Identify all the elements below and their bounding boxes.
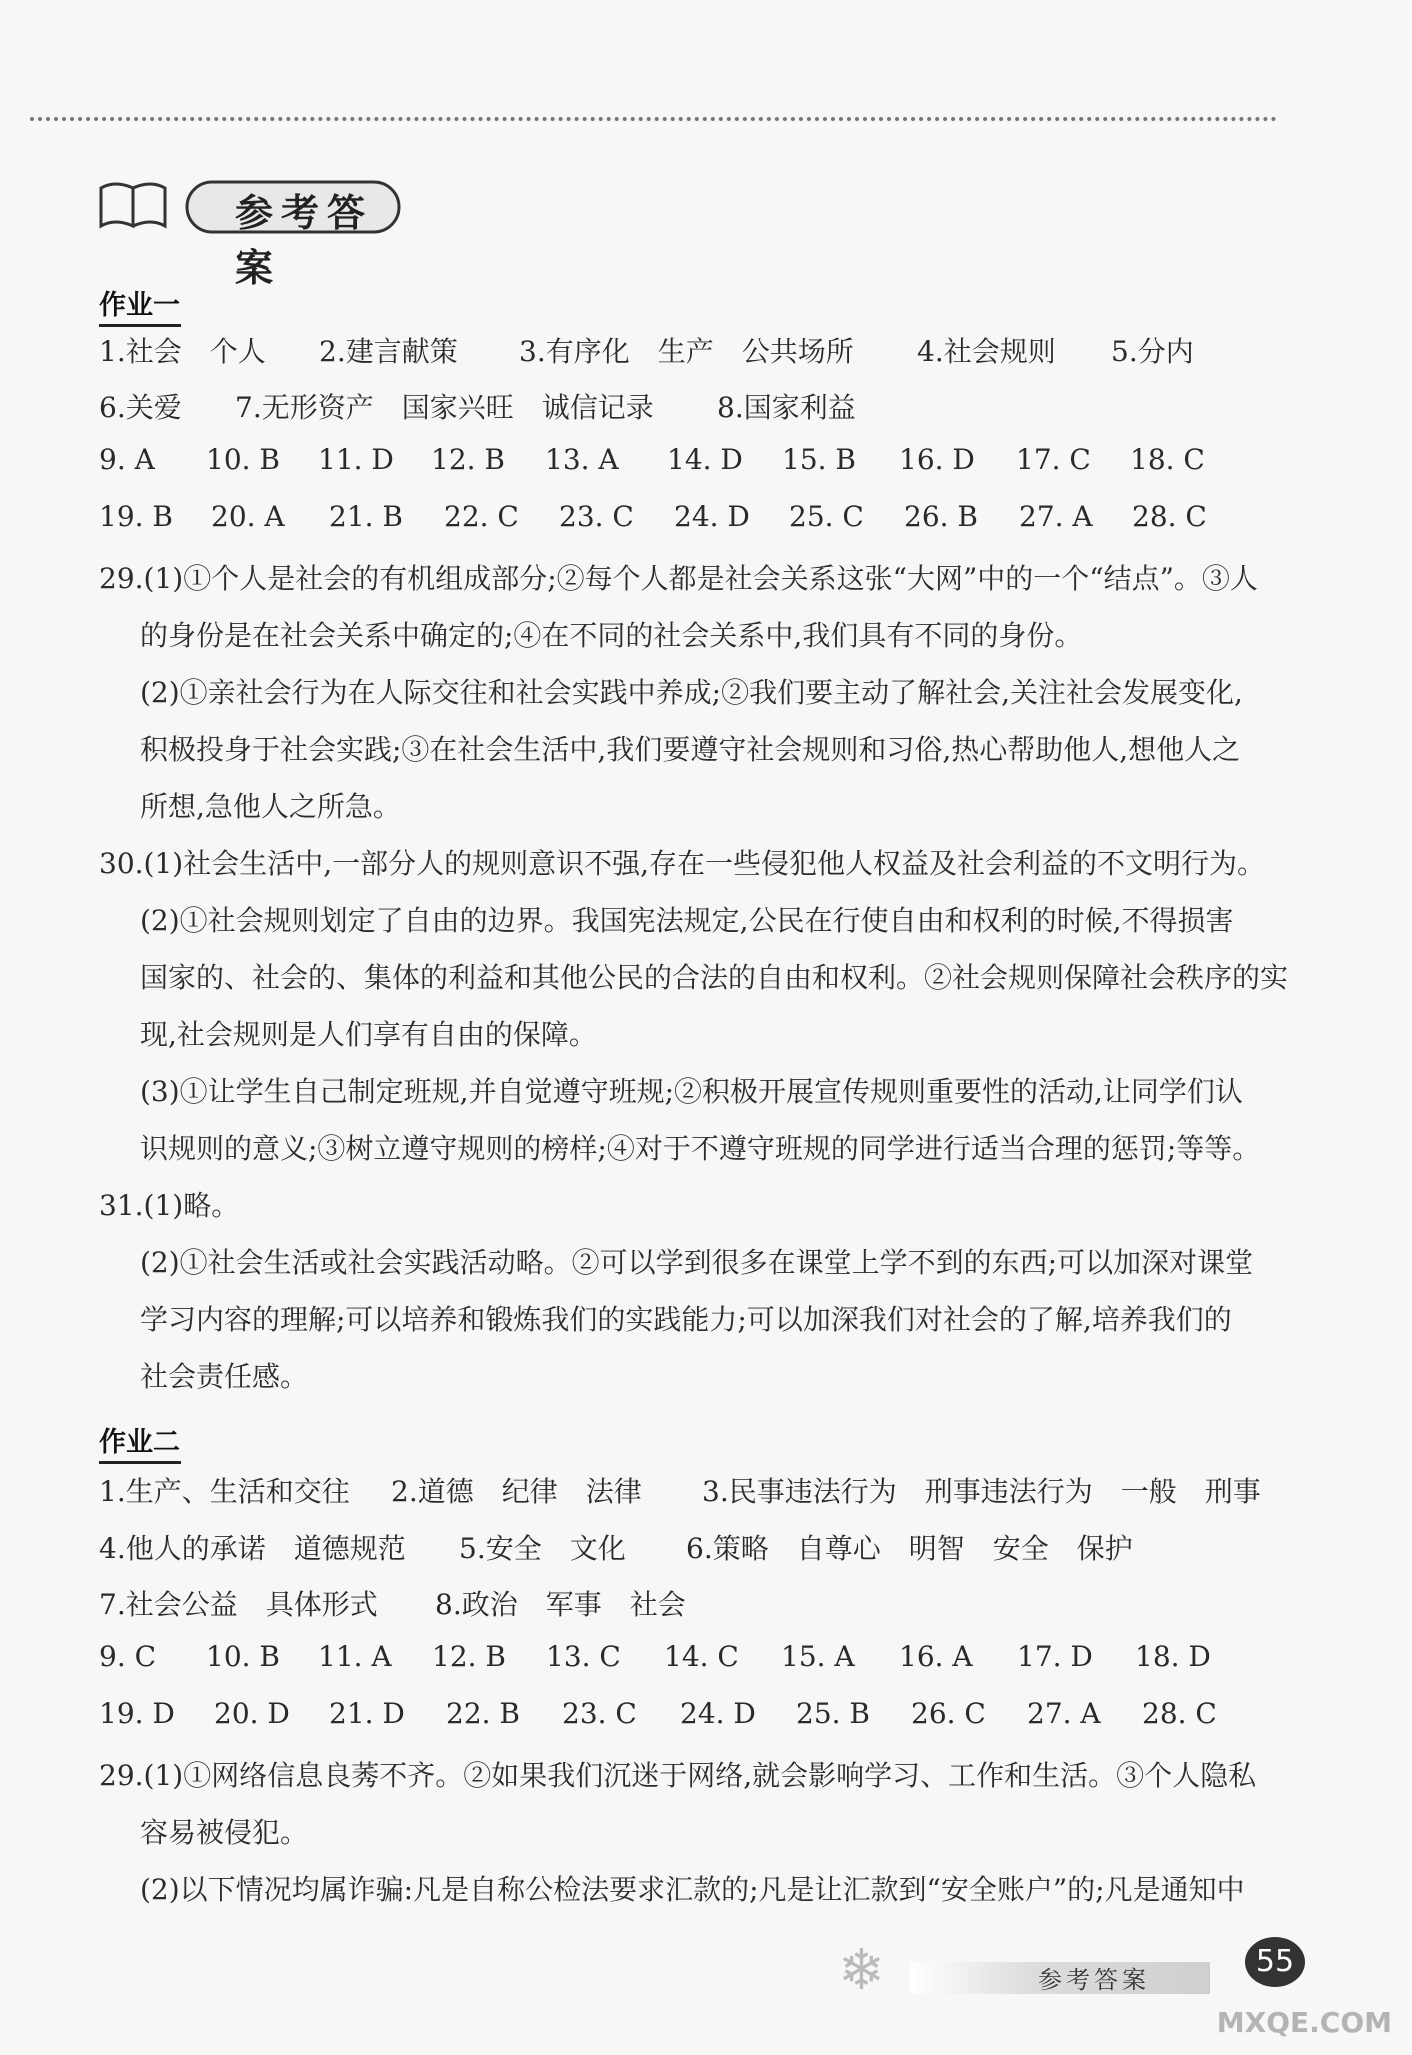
choice-answer: 22. B <box>446 1697 521 1730</box>
choice-answer: 20. D <box>214 1697 290 1730</box>
page-footer <box>840 1948 1280 2000</box>
choice-answer: 26. C <box>911 1697 986 1730</box>
choice-answer: 9. A <box>99 443 155 476</box>
snowflake-icon: ❄ <box>838 1938 885 2003</box>
choice-answer: 19. D <box>99 1697 175 1730</box>
fill-answer: 6.关爱 <box>99 391 182 424</box>
choice-answer: 21. D <box>329 1697 405 1730</box>
choice-answer: 22. C <box>444 500 519 533</box>
fill-answer: 7.无形资产 国家兴旺 诚信记录 <box>235 391 654 424</box>
answer-text-line: (2)以下情况均属诈骗:凡是自称公检法要求汇款的;凡是让汇款到“安全账户”的;凡是通知中 <box>140 1873 1245 1906</box>
choice-answer: 16. D <box>899 443 975 476</box>
choice-answer: 19. B <box>99 500 174 533</box>
answer-text-line: 容易被侵犯。 <box>140 1816 309 1849</box>
choice-answer: 27. A <box>1019 500 1093 533</box>
choice-answer: 21. B <box>329 500 404 533</box>
answer-text-line: 学习内容的理解;可以培养和锻炼我们的实践能力;可以加深我们对社会的了解,培养我们的 <box>140 1303 1232 1336</box>
choice-answer: 26. B <box>904 500 979 533</box>
choice-answer: 25. C <box>789 500 864 533</box>
answer-text-line: (2)①亲社会行为在人际交往和社会实践中养成;②我们要主动了解社会,关注社会发展变化, <box>140 676 1243 709</box>
answer-text-line: 社会责任感。 <box>140 1360 309 1393</box>
fill-answer: 8.政治 军事 社会 <box>435 1588 686 1621</box>
answer-text-line: 29.(1)①网络信息良莠不齐。②如果我们沉迷于网络,就会影响学习、工作和生活。③个人隐私 <box>99 1759 1257 1792</box>
choice-answer: 15. A <box>781 1640 855 1673</box>
fill-answer: 2.建言献策 <box>319 335 458 368</box>
answer-banner <box>95 176 405 290</box>
top-dotted-divider <box>30 117 1277 121</box>
choice-answer: 27. A <box>1027 1697 1101 1730</box>
choice-answer: 15. B <box>782 443 857 476</box>
choice-answer: 13. A <box>545 443 619 476</box>
choice-answer: 13. C <box>546 1640 621 1673</box>
fill-answer: 5.分内 <box>1111 335 1194 368</box>
choice-answer: 25. B <box>796 1697 871 1730</box>
choice-answer: 17. C <box>1016 443 1091 476</box>
choice-answer: 23. C <box>562 1697 637 1730</box>
choice-answer: 16. A <box>899 1640 973 1673</box>
fill-answer: 5.安全 文化 <box>459 1532 626 1565</box>
answer-text-line: (3)①让学生自己制定班规,并自觉遵守班规;②积极开展宣传规则重要性的活动,让同学们认 <box>140 1075 1243 1108</box>
choice-answer: 28. C <box>1142 1697 1217 1730</box>
answer-text-line: 30.(1)社会生活中,一部分人的规则意识不强,存在一些侵犯他人权益及社会利益的不文明行为。 <box>99 847 1265 880</box>
fill-answer: 4.社会规则 <box>917 335 1056 368</box>
answer-text-line: 积极投身于社会实践;③在社会生活中,我们要遵守社会规则和习俗,热心帮助他人,想他人之 <box>140 733 1241 766</box>
choice-answer: 28. C <box>1132 500 1207 533</box>
fill-answer: 6.策略 自尊心 明智 安全 保护 <box>686 1532 1133 1565</box>
banner-title: 参考答案 <box>235 190 374 290</box>
choice-answer: 18. D <box>1135 1640 1211 1673</box>
answer-text-line: 29.(1)①个人是社会的有机组成部分;②每个人都是社会关系这张“大网”中的一个“结点”。③人 <box>99 562 1258 595</box>
choice-answer: 12. B <box>432 1640 507 1673</box>
fill-answer: 8.国家利益 <box>717 391 856 424</box>
choice-answer: 24. D <box>680 1697 756 1730</box>
answer-text-line: 31.(1)略。 <box>99 1189 240 1222</box>
choice-answer: 11. A <box>318 1640 392 1673</box>
answer-text-line: 现,社会规则是人们享有自由的保障。 <box>140 1018 597 1051</box>
choice-answer: 10. B <box>206 1640 281 1673</box>
answer-text-line: 的身份是在社会关系中确定的;④在不同的社会关系中,我们具有不同的身份。 <box>140 619 1083 652</box>
fill-answer: 3.民事违法行为 刑事违法行为 一般 刑事 <box>702 1475 1261 1508</box>
choice-answer: 9. C <box>99 1640 157 1673</box>
footer-label: 参考答案 <box>1038 1966 1150 1994</box>
fill-answer: 2.道德 纪律 法律 <box>391 1475 642 1508</box>
choice-answer: 17. D <box>1017 1640 1093 1673</box>
fill-answer: 1.社会 个人 <box>99 335 266 368</box>
section-title-2: 作业二 <box>99 1420 181 1464</box>
choice-answer: 14. C <box>664 1640 739 1673</box>
choice-answer: 18. C <box>1130 443 1205 476</box>
answer-text-line: 所想,急他人之所急。 <box>140 790 401 823</box>
watermark: MXQE.COM <box>1216 2006 1392 2039</box>
fill-answer: 1.生产、生活和交往 <box>99 1475 350 1508</box>
section-title-1: 作业一 <box>99 283 181 327</box>
answer-text-line: 识规则的意义;③树立遵守规则的榜样;④对于不遵守班规的同学进行适当合理的惩罚;等等。 <box>140 1132 1261 1165</box>
choice-answer: 23. C <box>559 500 634 533</box>
choice-answer: 24. D <box>674 500 750 533</box>
fill-answer: 3.有序化 生产 公共场所 <box>519 335 854 368</box>
fill-answer: 7.社会公益 具体形式 <box>99 1588 378 1621</box>
choice-answer: 11. D <box>318 443 394 476</box>
choice-answer: 14. D <box>667 443 743 476</box>
page-number: 55 <box>1245 1937 1305 1987</box>
choice-answer: 10. B <box>206 443 281 476</box>
answer-text-line: (2)①社会生活或社会实践活动略。②可以学到很多在课堂上学不到的东西;可以加深对课堂 <box>140 1246 1254 1279</box>
answer-text-line: (2)①社会规则划定了自由的边界。我国宪法规定,公民在行使自由和权利的时候,不得损害 <box>140 904 1234 937</box>
choice-answer: 12. B <box>431 443 506 476</box>
fill-answer: 4.他人的承诺 道德规范 <box>99 1532 406 1565</box>
answer-text-line: 国家的、社会的、集体的利益和其他公民的合法的自由和权利。②社会规则保障社会秩序的实 <box>140 961 1289 994</box>
choice-answer: 20. A <box>211 500 285 533</box>
